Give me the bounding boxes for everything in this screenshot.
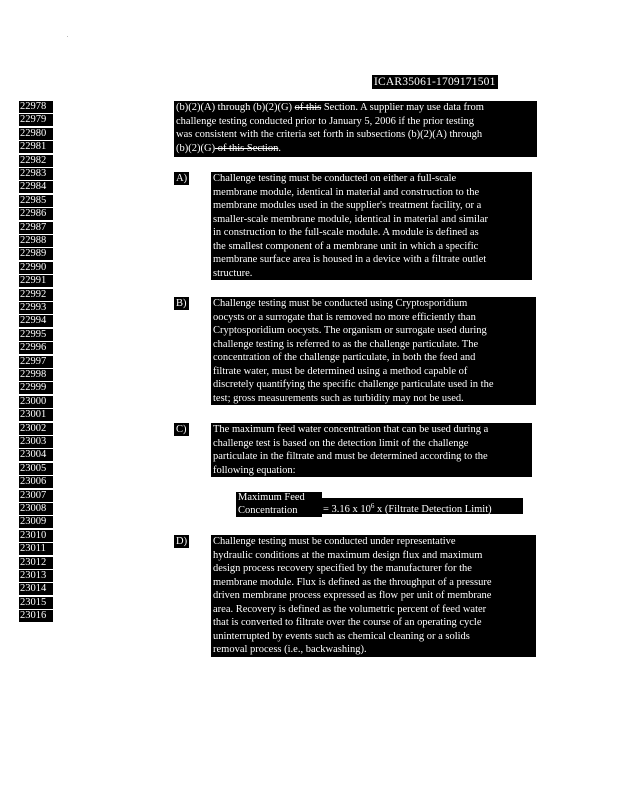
equation-right-side: = 3.16 x $10^6$ x (Filtrate Detection Limit): [320, 498, 523, 514]
item-b-line: oocysts or a surrogate that is removed no more efficiently than: [213, 311, 476, 323]
line-number: 23012: [19, 557, 53, 569]
item-d-line: design process recovery specified by the manufacturer for the: [213, 563, 472, 574]
item-a-line: the smallest component of a membrane unit in which a specific: [213, 240, 479, 252]
item-c-line: The maximum feed water concentration that can be used during a: [213, 424, 489, 435]
item-b-paragraph: [211, 297, 536, 405]
intro-line: (b)(2)(A) through (b)(2)(G) of this Section. A supplier may use data from: [176, 102, 484, 113]
item-c-paragraph: [211, 423, 532, 477]
line-number: 23002: [19, 423, 53, 435]
line-number: 23003: [19, 436, 53, 448]
line-number: 22983: [19, 168, 53, 180]
line-number: 22988: [19, 235, 53, 247]
line-number: 23000: [19, 396, 53, 408]
item-d-line: Challenge testing must be conducted under representative: [213, 536, 456, 547]
intro-line: was consistent with the criteria set forth in subsections (b)(2)(A) through: [176, 129, 483, 140]
intro-line: (b)(2)(G) of this Section.: [176, 142, 281, 154]
item-d-line: hydraulic conditions at the maximum design flux and maximum: [213, 549, 483, 561]
line-number: 22991: [19, 275, 53, 287]
line-number: 23013: [19, 570, 53, 582]
equation-left-side: Maximum Feed Concentration: [236, 492, 322, 517]
item-c-line: particulate in the filtrate and must be determined according to the: [213, 451, 488, 462]
line-number: 22990: [19, 262, 53, 274]
line-number: 22992: [19, 289, 53, 301]
line-number: 22994: [19, 315, 53, 327]
item-d-line: that is converted to filtrate over the course of an operating cycle: [213, 617, 482, 628]
line-number: 22997: [19, 356, 53, 368]
item-b-line: filtrate water, must be determined using a method capable of: [213, 365, 468, 377]
item-b-line: test; gross measurements such as turbidity may not be used.: [213, 392, 464, 404]
line-number: 23007: [19, 490, 53, 502]
line-number: 23006: [19, 476, 53, 488]
line-number: 23004: [19, 449, 53, 461]
line-number: 22982: [19, 155, 53, 167]
line-number: 22986: [19, 208, 53, 220]
line-number: 22985: [19, 195, 53, 207]
item-a-line: membrane surface area is housed in a device with a filtrate outlet: [213, 254, 487, 265]
scan-speck: [67, 36, 68, 37]
line-number: 23015: [19, 597, 53, 609]
item-d-label: D): [176, 536, 188, 547]
intro-paragraph: [174, 101, 537, 157]
item-a-line: structure.: [213, 267, 253, 279]
item-b-label: B): [176, 298, 187, 309]
item-d-line: area. Recovery is defined as the volumetric percent of feed water: [213, 603, 487, 615]
line-number: 23011: [19, 543, 53, 555]
line-number: 22987: [19, 222, 53, 234]
line-number: 22980: [19, 128, 53, 140]
item-a-line: Challenge testing must be conducted on either a full-scale: [213, 173, 457, 184]
item-b-line: challenge testing is referred to as the challenge particulate. The: [213, 338, 479, 350]
line-number: 23016: [19, 610, 53, 622]
line-number: 22984: [19, 181, 53, 193]
line-number: 22978: [19, 101, 53, 113]
item-d-paragraph: [211, 535, 536, 657]
item-a-line: in construction to the full-scale module. A module is defined as: [213, 227, 479, 238]
document-header-code: ICAR35061-1709171501: [374, 76, 496, 88]
line-number: 23008: [19, 503, 53, 515]
item-d-line: removal process (i.e., backwashing).: [213, 644, 367, 655]
item-a-line: membrane modules used in the supplier's treatment facility, or a: [213, 200, 482, 211]
item-c-line: challenge test is based on the detection limit of the challenge: [213, 437, 469, 449]
line-number: 22989: [19, 248, 53, 260]
item-d-line: membrane module. Flux is defined as the throughput of a pressure: [213, 576, 492, 588]
line-number: 22995: [19, 329, 53, 341]
item-a-line: membrane module, identical in material and construction to the: [213, 186, 480, 198]
item-b-line: concentration of the challenge particulate, in both the feed and: [213, 352, 476, 363]
item-a-paragraph: [211, 172, 532, 280]
line-number: 23010: [19, 530, 53, 542]
item-a-label: A): [176, 173, 188, 184]
line-number: 22981: [19, 141, 53, 153]
item-c-line: following equation:: [213, 464, 296, 476]
line-number: 23009: [19, 516, 53, 528]
line-number: 22998: [19, 369, 53, 381]
line-number: 22999: [19, 382, 53, 394]
item-c-label: C): [176, 424, 187, 435]
intro-line: challenge testing conducted prior to January 5, 2006 if the prior testing: [176, 115, 475, 127]
line-number: 23005: [19, 463, 53, 475]
item-b-line: discretely quantifying the specific challenge particulate used in the: [213, 379, 494, 390]
item-d-line: driven membrane process expressed as flow per unit of membrane: [213, 590, 492, 601]
line-number: 23001: [19, 409, 53, 421]
item-d-line: uninterrupted by events such as chemical cleaning or a solids: [213, 630, 470, 642]
item-a-line: smaller-scale membrane module, identical in material and similar: [213, 213, 489, 225]
item-b-line: Challenge testing must be conducted using Cryptosporidium: [213, 298, 468, 309]
line-number: 22993: [19, 302, 53, 314]
line-number: 22996: [19, 342, 53, 354]
line-number: 22979: [19, 114, 53, 126]
item-b-line: Cryptosporidium oocysts. The organism or surrogate used during: [213, 325, 487, 336]
line-number: 23014: [19, 583, 53, 595]
